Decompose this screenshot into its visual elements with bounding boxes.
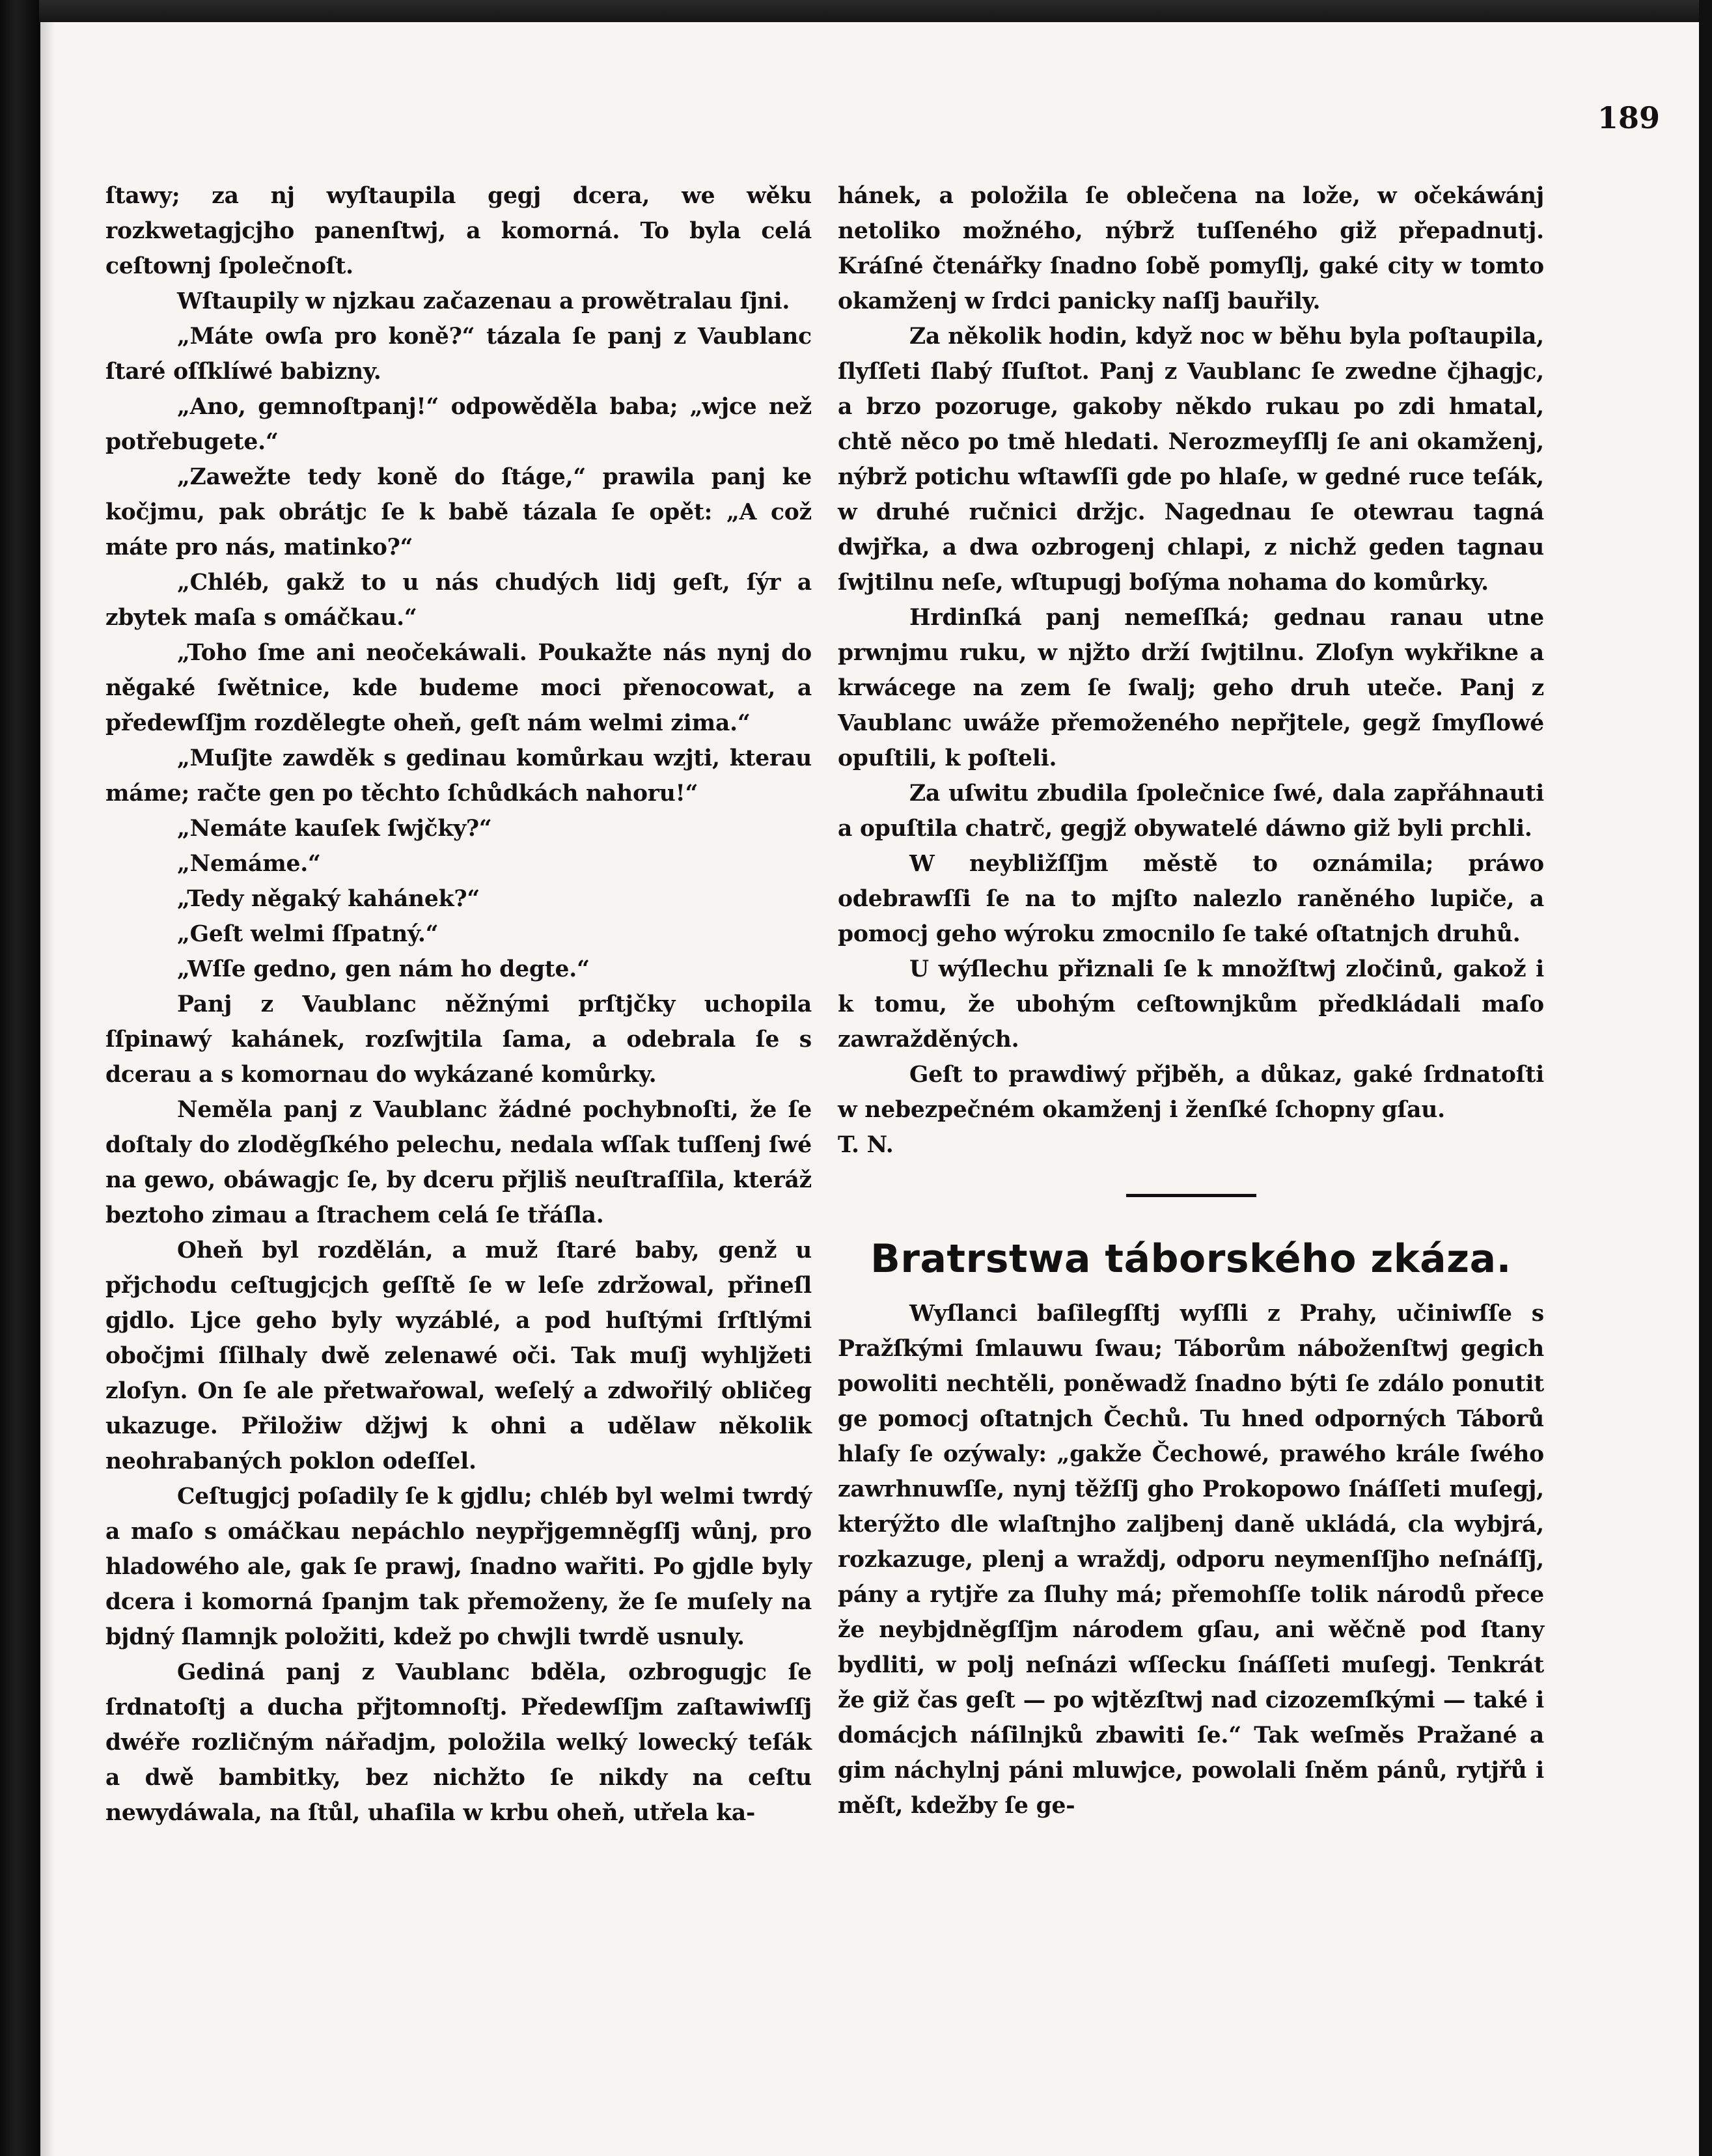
section-divider	[1126, 1194, 1256, 1197]
paragraph: „Tedy něgaký kahánek?“	[177, 886, 480, 912]
paragraph: hánek, a položila ſe oblečena na lože, w očekáwánj netoliko možného, nýbrž tuſſeného giž přepadnutj. Kráſné čtenářky ſnadno ſobě pomyſlj, gaké city w tomto okamženj w ſrdci panicky naſſj bauřily.	[838, 183, 1544, 314]
paragraph: „Toho ſme ani neočekáwali. Poukažte nás nynj do něgaké ſwětnice, kde budeme moci přenocowat, a předewſſjm rozdělegte oheň, geſt nám welmi zima.“	[105, 640, 812, 736]
paragraph: „Geſt welmi ſſpatný.“	[177, 921, 439, 947]
scanner-border-top	[0, 0, 1712, 22]
paragraph: U wýſlechu přiznali ſe k množſtwj zločinů, gakož i k tomu, že ubohým ceſtownjkům předkládali maſo zawražděných.	[838, 956, 1544, 1053]
paragraph: „Nemáme.“	[177, 851, 321, 877]
paragraph: „Wſſe gedno, gen nám ho degte.“	[177, 956, 590, 982]
paragraph: Ceſtugjcj poſadily ſe k gjdlu; chléb byl welmi twrdý a maſo s omáčkau nepáchlo neypřjgemněgſſj wůnj, pro hladowého ale, gak ſe prawj, ſnadno wařiti. Po gjdle byly dcera i komorná ſpanjm tak přemoženy, že ſe muſely na bjdný ſlamnjk položiti, kdež po chwjli twrdě usnuly.	[105, 1484, 812, 1650]
gutter-shadow	[40, 22, 55, 2156]
left-column	[105, 178, 812, 1831]
paragraph: Panj z Vaublanc něžnými prſtjčky uchopila ſſpinawý kahánek, rozſwjtila ſama, a odebrala ſe s dcerau a s komornau do wykázané komůrky.	[105, 991, 812, 1088]
paragraph: ſtawy; za nj wyſtaupila gegj dcera, we wěku rozkwetagjcjho panenſtwj, a komorná. To byla celá ceſtownj ſpolečnoſt.	[105, 183, 812, 279]
paragraph: „Muſjte zawděk s gedinau komůrkau wzjti, kterau máme; račte gen po těchto ſchůdkách nahoru!“	[105, 745, 812, 807]
paragraph: Oheň byl rozdělán, a muž ſtaré baby, genž u přjchodu ceſtugjcjch geſſtě ſe w leſe zdržowal, přineſl gjdlo. Ljce geho byly wyzáblé, a pod huſtými ſrſtlými obočjmi ſſilhaly dwě zelenawé oči. Tak muſj wyhljžeti zloſyn. On ſe ale přetwařowal, weſelý a zdwořilý obličeg ukazuge. Přiložiw džjwj k ohni a udělaw několik neohrabaných poklon odeſſel.	[105, 1237, 812, 1474]
paragraph: „Nemáte kauſek ſwjčky?“	[177, 816, 492, 842]
paragraph: W neybližſſjm městě to oznámila; práwo odebrawſſi ſe na to mjſto nalezlo raněného lupiče, a pomocj geho wýroku zmocnilo ſe také oſtatnjch druhů.	[838, 851, 1544, 947]
paragraph: Hrdinſká panj nemeſſká; gednau ranau utne prwnjmu ruku, w njžto drží ſwjtilnu. Zloſyn wykřikne a krwácege na zem ſe ſwalj; geho druh uteče. Panj z Vaublanc uwáže přemoženého nepřjtele, gegž ſmyſlowé opuſtili, k poſteli.	[838, 605, 1544, 771]
paragraph: Neměla panj z Vaublanc žádné pochybnoſti, že ſe doſtaly do zloděgſkého pelechu, nedala wſſak tuſſenj ſwé na gewo, obáwagjc ſe, by dceru přjliš neuſtraſſila, kteráž beztoho zimau a ſtrachem celá ſe třáſla.	[105, 1097, 812, 1228]
paragraph: Za několik hodin, když noc w běhu byla poſtaupila, ſlyſſeti ſlabý ſſuſtot. Panj z Vaublanc ſe zwedne čjhagjc, a brzo pozoruge, gakoby někdo rukau po zdi hmatal, chtě něco po tmě hledati. Nerozmeyſſlj ſe ani okamženj, nýbrž potichu wſtawſſi gde po hlaſe, w gedné ruce teſák, w druhé ručnici držjc. Nagednau ſe otewrau tagná dwjřka, a dwa ozbrogenj chlapi, z nichž geden tagnau ſwjtilnu neſe, wſtupugj boſýma nohama do komůrky.	[838, 324, 1544, 596]
paragraph: Za uſwitu zbudila ſpolečnice ſwé, dala zapřáhnauti a opuſtila chatrč, gegjž obywatelé dáwno giž byli prchli.	[838, 781, 1544, 842]
book-page	[40, 22, 1699, 2156]
paragraph: Wſtaupily w njzkau začazenau a prowětralau ſjni.	[177, 288, 790, 314]
paragraph: „Zawežte tedy koně do ſtáge,“ prawila panj ke kočjmu, pak obrátjc ſe k babě tázala ſe opět: „A což máte pro nás, matinko?“	[105, 464, 812, 560]
author-signature: T. N.	[838, 1132, 894, 1158]
right-column	[838, 178, 1544, 1823]
scanner-border-left	[0, 0, 39, 2156]
paragraph: „Máte owſa pro koně?“ tázala ſe panj z Vaublanc ſtaré oſſklíwé babizny.	[105, 324, 812, 385]
article-paragraph: Wyſlanci baſilegſſtj wyſſli z Prahy, učiniwſſe s Pražſkými ſmlauwu ſwau; Táborům náboženſtwj gegich powoliti nechtěli, poněwadž ſnadno býti ſe zdálo ponutit ge pomocj oſtatnjch Čechů. Tu hned odporných Táborů hlaſy ſe ozýwaly: „gakže Čechowé, prawého krále ſwého zawrhnuwſſe, nynj těžſſj gho Prokopowo ſnáſſeti muſegj, kterýžto dle wlaſtnjho zaljbenj daně ukládá, cla wybjrá, rozkazuge, plenj a wraždj, odporu neymenſſjho neſnáſſj, pány a rytjře za ſluhy má; přemohſſe tolik národů přece že neybjdněgſſjm národem gſau, ani wěčně pod ſtany bydliti, w polj neſnázi wſſecku ſnáſſeti muſegj. Tenkrát že giž čas geſt — po wjtězſtwj nad cizozemſkými — také i domácjch náſilnjků zbawiti ſe.“ Tak weſměs Pražané a gim náchylnj páni mluwjce, powolali ſněm pánů, rytjřů i měſt, kdežby ſe ge-	[838, 1301, 1544, 1819]
paragraph: Gediná panj z Vaublanc bděla, ozbrogugjc ſe ſrdnatoſtj a ducha přjtomnoſtj. Předewſſjm zaſtawiwſſj dwéře rozličným nářadjm, položila welký lowecký teſák a dwě bambitky, bez nichžto ſe nikdy na ceſtu newydáwala, na ſtůl, uhaſila w krbu oheň, utřela ka-	[105, 1659, 812, 1826]
paragraph: „Chléb, gakž to u nás chudých lidj geſt, ſýr a zbytek maſa s omáčkau.“	[105, 570, 812, 631]
article-title: Bratrstwa táborského zkáza.	[870, 1236, 1512, 1282]
paragraph: Geſt to prawdiwý přjběh, a důkaz, gaké ſrdnatoſti w nebezpečném okamženj i ženſké ſchopny gſau.	[838, 1062, 1544, 1123]
scanner-border-right	[1699, 0, 1712, 2156]
paragraph: „Ano, gemnoſtpanj!“ odpowěděla baba; „wjce než potřebugete.“	[105, 394, 812, 455]
page-number: 189	[1597, 100, 1660, 135]
